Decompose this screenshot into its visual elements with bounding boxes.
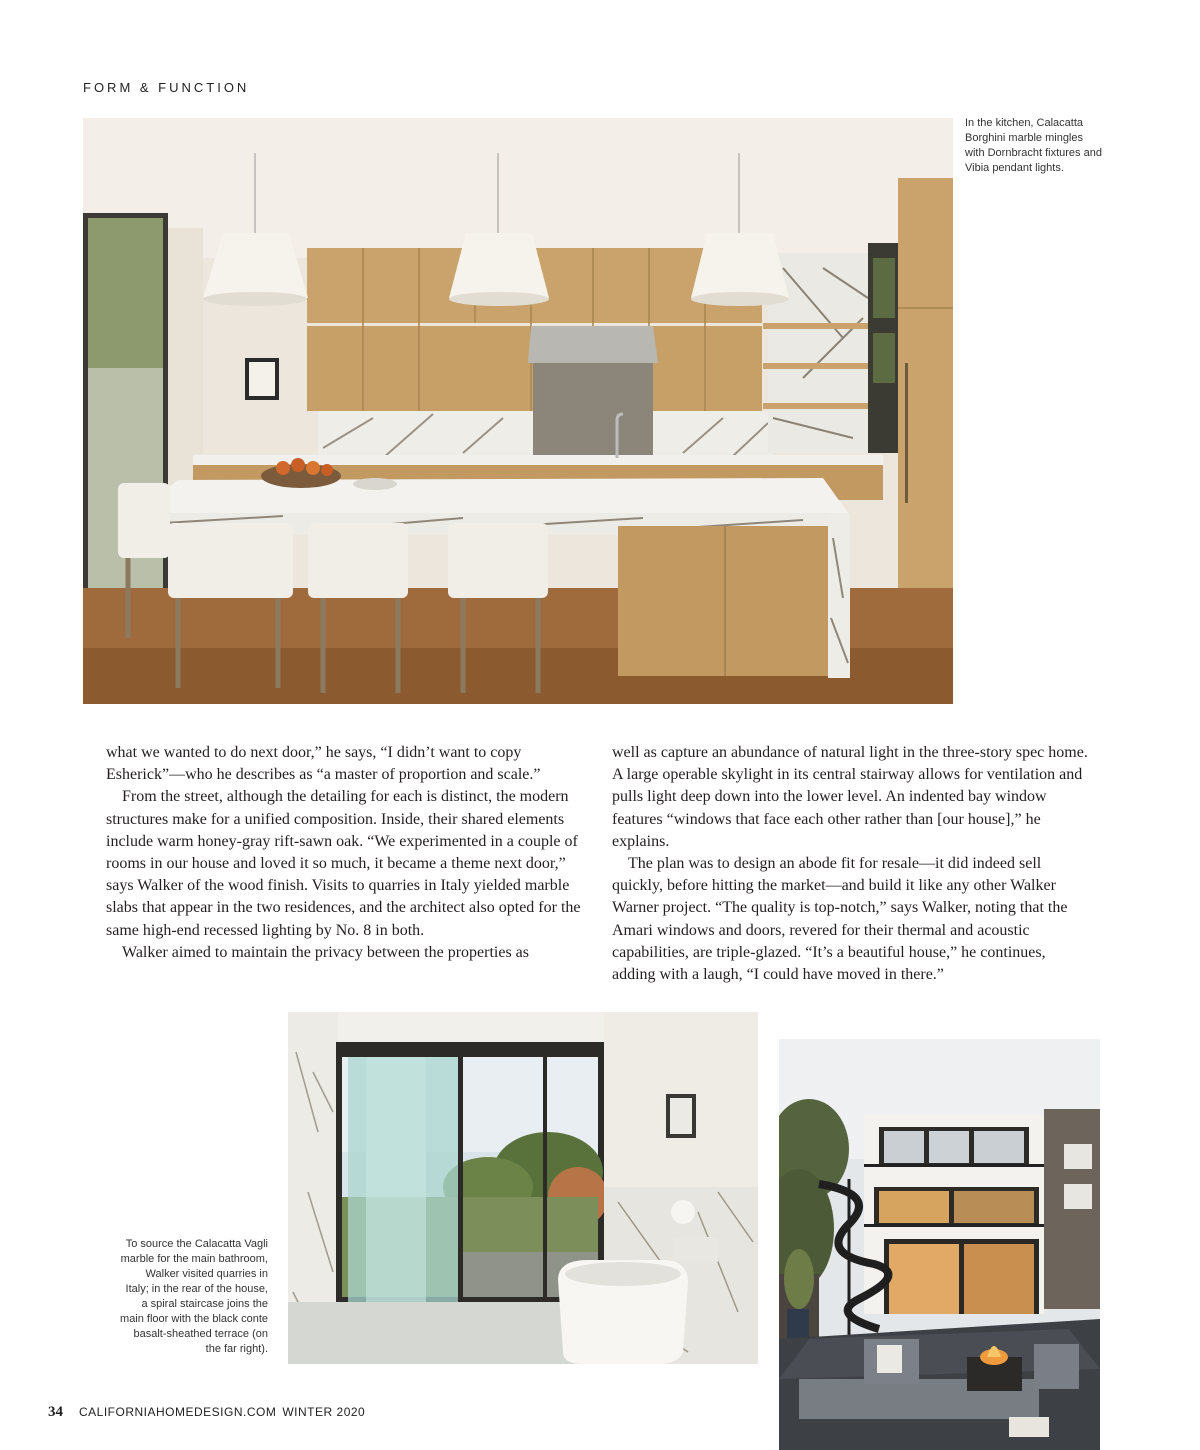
bathroom-exterior-caption: To source the Calacatta Vagli marble for the main bathroom, Walker visited quarries in Italy; in the rear of the house, a spiral staircase joins the main floor with the black conte basalt-sheathed terrace (on the far right). xyxy=(120,1238,268,1355)
section-label: FORM & FUNCTION xyxy=(83,80,250,95)
body-paragraph: Walker aimed to maintain the privacy between the properties as xyxy=(122,943,529,961)
kitchen-caption: In the kitchen, Calacatta Borghini marble mingles with Dornbracht fixtures and Vibia pendant lights. xyxy=(965,117,1102,174)
rear-exterior-photo xyxy=(779,1039,1100,1450)
body-paragraph: The plan was to design an abode fit for resale—it did indeed sell quickly, before hitting the market—and build it like any other Walker Warner project. “The quality is top-notch,” says Walker, noting that the Amari windows and doors, revered for their thermal and acoustic capabilities, are triple-glazed. “It’s a beautiful house,” he continues, adding with a laugh, “I could have moved in there.” xyxy=(612,855,1068,984)
body-column-right xyxy=(612,742,1092,986)
publication-url: CALIFORNIAHOMEDESIGN.COM xyxy=(79,1405,277,1419)
body-column-left xyxy=(106,742,586,964)
bathroom-photo xyxy=(288,1012,758,1364)
body-paragraph: what we wanted to do next door,” he says, “I didn’t want to copy Esherick”—who he describes as “a master of proportion and scale.” xyxy=(106,744,541,784)
body-paragraph: well as capture an abundance of natural light in the three-story spec home. A large operable skylight in its central stairway allows for ventilation and pulls light deep down into the lower level. An indented bay window features “windows that face each other rather than [our house],” he explains. xyxy=(612,744,1088,850)
body-paragraph: From the street, although the detailing for each is distinct, the modern structures make for a unified composition. Inside, their shared elements include warm honey-gray rift-sawn oak. “We experimented in a couple of rooms in our house and loved it so much, it became a theme next door,” says Walker of the wood finish. Visits to quarries in Italy yielded marble slabs that appear in the two residences, and the architect also opted for the same high-end recessed lighting by No. 8 in both. xyxy=(106,788,581,939)
page-footer xyxy=(48,1404,365,1421)
issue-label: WINTER 2020 xyxy=(282,1405,366,1419)
page-number: 34 xyxy=(48,1404,63,1420)
kitchen-photo xyxy=(83,118,953,704)
